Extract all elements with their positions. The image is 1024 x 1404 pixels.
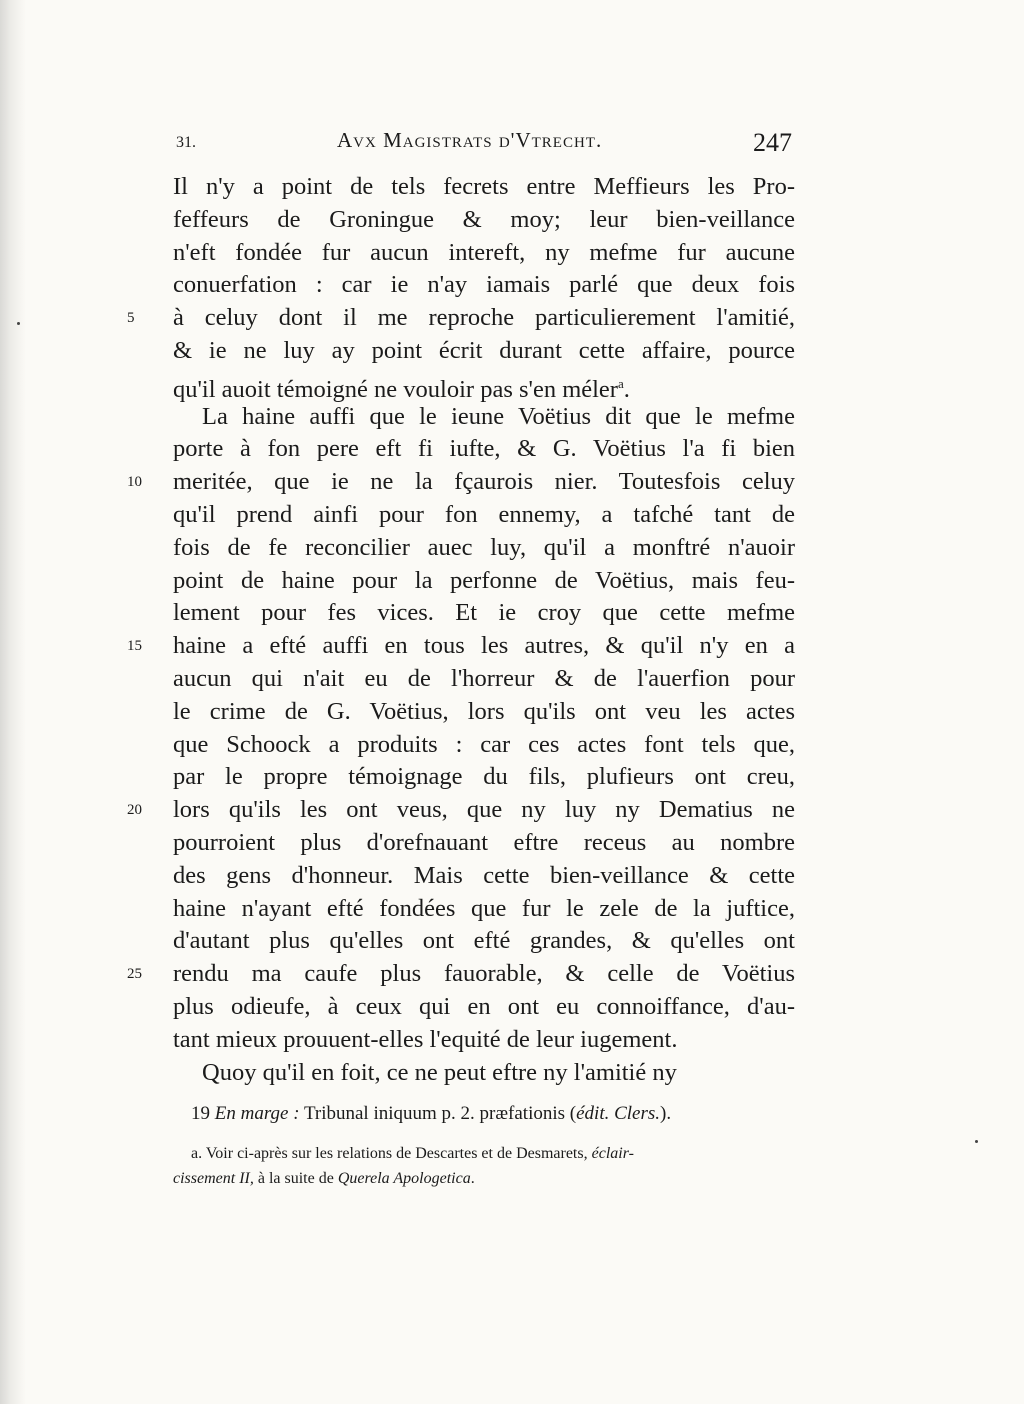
text-line	[0, 565, 1024, 598]
text-line	[0, 204, 1024, 237]
footnote-emphasis: éclair-	[591, 1145, 634, 1162]
text-line	[0, 335, 1024, 368]
page-speck	[975, 1140, 978, 1143]
line-text	[173, 958, 795, 991]
text-line	[0, 466, 1024, 499]
footnote-marker: a.	[191, 1145, 206, 1162]
line-number: 5	[127, 310, 135, 327]
line-tail: .	[623, 375, 630, 403]
line-text	[173, 335, 795, 368]
line-content: le crime de G. Voëtius, lors qu'ils ont veu les actes	[173, 697, 795, 725]
footnote-a	[173, 1141, 796, 1191]
line-text	[202, 401, 795, 434]
text-line	[0, 991, 1024, 1024]
text-line	[0, 1057, 1024, 1090]
line-number: 10	[127, 474, 142, 491]
running-title: Avx Magistrats d'Vtrecht.	[337, 128, 603, 152]
line-number: 15	[127, 638, 142, 655]
line-content: lement pour fes vices. Et ie croy que cette mefme	[173, 599, 795, 627]
line-content: qu'il prend ainfi pour fon ennemy, a tafché tant de	[173, 500, 795, 528]
line-text	[173, 466, 795, 499]
text-line	[0, 269, 1024, 302]
line-text	[173, 269, 795, 302]
line-content: tant mieux prouuent-elles l'equité de leur iugement.	[173, 1025, 678, 1053]
text-line	[0, 729, 1024, 762]
line-content: point de haine pour la perfonne de Voëtius, mais feu-	[173, 566, 795, 594]
chapter-number: 31.	[176, 134, 196, 151]
line-content: pourroient plus d'orefnauant eftre receus au nombre	[173, 828, 795, 856]
text-line	[0, 499, 1024, 532]
line-text	[173, 499, 795, 532]
line-text	[173, 565, 795, 598]
line-content: rendu ma caufe plus fauorable, & celle de Voëtius	[173, 960, 795, 988]
line-text	[173, 597, 795, 630]
line-content: à celuy dont il me reproche particulierement l'amitié,	[173, 304, 795, 332]
page-number: 247	[753, 128, 792, 157]
line-content: lors qu'ils les ont veus, que ny luy ny Dematius ne	[173, 796, 795, 824]
line-content: n'eft fondée fur aucun intereft, ny mefme fur aucune	[173, 238, 795, 266]
line-text	[173, 1024, 795, 1057]
line-text	[173, 794, 795, 827]
line-text	[173, 171, 795, 204]
line-text	[173, 729, 795, 762]
text-line	[0, 860, 1024, 893]
text-line	[0, 597, 1024, 630]
line-content: conuerfation : car ie n'ay iamais parlé que deux fois	[173, 271, 795, 299]
text-line	[0, 433, 1024, 466]
line-content: aucun qui n'ait eu de l'horreur & de l'auerfion pour	[173, 664, 795, 692]
text-line	[0, 696, 1024, 729]
line-number: 20	[127, 802, 142, 819]
text-line	[0, 761, 1024, 794]
line-text	[173, 302, 795, 335]
line-content: haine n'ayant efté fondées que fur le zele de la juftice,	[173, 894, 795, 922]
text-line	[0, 368, 1024, 401]
line-content: Il n'y a point de tels fecrets entre Meffieurs les Pro-	[173, 173, 795, 200]
line-content: qu'il auoit témoigné ne vouloir pas s'en méler	[173, 375, 618, 403]
margin-note-text: Tribunal iniquum p. 2. præfationis (	[299, 1103, 577, 1124]
line-content: que Schoock a produits : car ces actes font tels que,	[173, 730, 795, 758]
line-text	[173, 925, 795, 958]
footnote-title: Querela Apologetica	[337, 1170, 471, 1187]
line-number: 25	[127, 966, 142, 983]
line-text	[173, 663, 795, 696]
line-content: des gens d'honneur. Mais cette bien-veillance & cette	[173, 861, 795, 889]
margin-note-close: ).	[660, 1103, 672, 1124]
line-content: & ie ne luy ay point écrit durant cette affaire, pource	[173, 336, 795, 364]
text-line	[0, 794, 1024, 827]
line-text	[173, 761, 795, 794]
body-text	[0, 171, 1024, 1089]
text-line	[0, 237, 1024, 270]
text-line	[0, 663, 1024, 696]
line-content: meritée, que ie ne la fçaurois nier. Toutesfois celuy	[173, 468, 795, 496]
line-content: fois de fe reconcilier auec luy, qu'il a monftré n'auoir	[173, 533, 795, 561]
line-text	[173, 860, 795, 893]
line-text	[202, 1057, 795, 1090]
text-line	[0, 958, 1024, 991]
line-content: d'autant plus qu'elles ont efté grandes, & qu'elles ont	[173, 927, 795, 955]
line-content: La haine auffi que le ieune Voëtius dit que le mefme	[202, 402, 795, 430]
line-text	[173, 696, 795, 729]
text-line	[0, 827, 1024, 860]
text-line	[0, 925, 1024, 958]
text-line	[0, 893, 1024, 926]
margin-note-label: En marge :	[214, 1103, 300, 1124]
text-line	[0, 1024, 1024, 1057]
text-line	[0, 630, 1024, 663]
footnote-text: Voir ci-après sur les relations de Descartes et de Desmarets,	[205, 1145, 592, 1162]
line-text	[173, 991, 795, 1024]
line-content: feffeurs de Groningue & moy; leur bien-veillance	[173, 205, 795, 233]
line-content: par le propre témoignage du fils, plufieurs ont creu,	[173, 763, 795, 791]
footnote-emphasis: cissement II,	[173, 1170, 254, 1187]
footnote-line-2	[173, 1166, 796, 1191]
page-header	[0, 124, 1024, 164]
line-text	[173, 433, 795, 466]
line-text	[173, 204, 795, 237]
footnote-text: à la suite de	[253, 1170, 338, 1187]
line-content: plus odieufe, à ceux qui en ont eu connoiffance, d'au-	[173, 992, 795, 1020]
margin-note	[191, 1103, 801, 1125]
text-line	[0, 532, 1024, 565]
line-content: Quoy qu'il en foit, ce ne peut eftre ny l'amitié ny	[202, 1058, 677, 1086]
margin-note-line-ref: 19	[191, 1103, 210, 1124]
text-line	[0, 401, 1024, 434]
footnote-ref: a	[617, 375, 624, 391]
line-text	[173, 237, 795, 270]
footnote-end: .	[470, 1170, 475, 1187]
line-text	[173, 630, 795, 663]
margin-note-edition: édit. Clers.	[576, 1103, 661, 1124]
line-content: haine a efté auffi en tous les autres, & qu'il n'y en a	[173, 632, 795, 660]
line-content: porte à fon pere eft fi iufte, & G. Voëtius l'a fi bien	[173, 435, 795, 463]
line-text	[173, 532, 795, 565]
line-text	[173, 893, 795, 926]
text-line	[0, 302, 1024, 335]
line-text	[173, 827, 795, 860]
text-line	[0, 171, 1024, 204]
